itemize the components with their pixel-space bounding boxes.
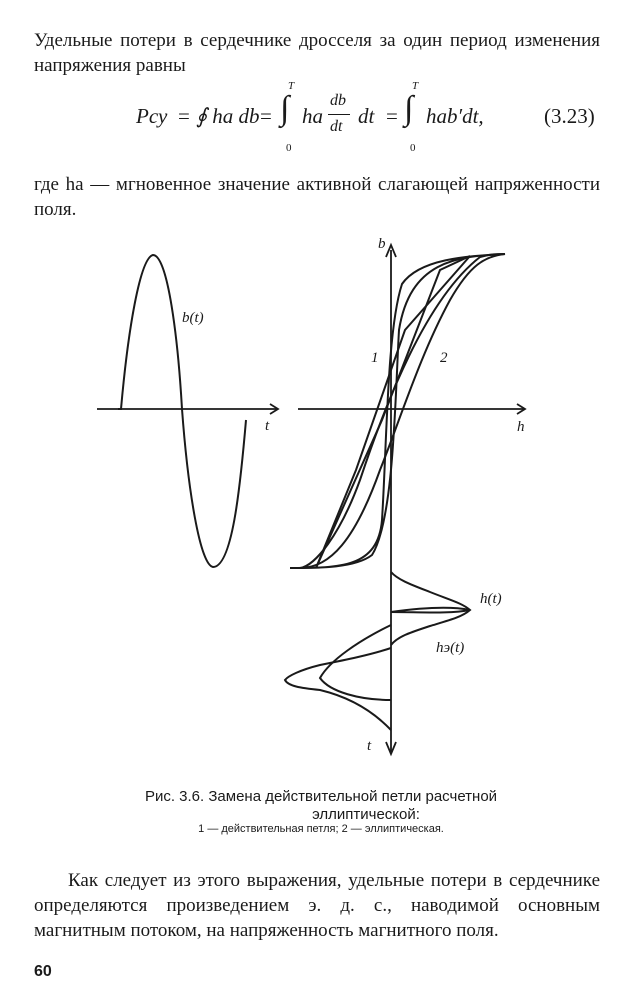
ht-plot [285,572,502,754]
curve-1-label: 1 [371,350,379,366]
bt-curve [118,255,246,567]
equation-term-3: hаb′dt, [426,104,484,128]
integral-upper-1: T [288,80,295,92]
figure-3-6 [0,230,642,760]
integral-sign-2: ∫ [404,90,414,127]
inner-loop-line-b [316,256,470,568]
bt-label: b(t) [182,310,204,326]
integral-lower-1: 0 [286,142,292,154]
page-number: 60 [34,963,52,980]
inner-loop-line-a [316,256,470,568]
equation-number: (3.23) [544,104,595,128]
b-axis-label: b [378,236,386,252]
t-axis-down-label: t [367,738,372,754]
fraction-bar [328,114,350,115]
conclusion-paragraph: Как следует из этого выражения, удельные потери в сердечнике определяются произведением э. д. с., наводимой основным магнитным потоком, на напряженность магнитного поля. [34,870,600,941]
elliptic-loop-curve [300,254,505,568]
bt-plot [97,255,278,567]
caption-line-2: эллиптической: [312,806,420,823]
ht-curve-bottom [285,648,391,730]
definition-paragraph: где hа — мгновенное значение активной слагающей напряженности поля. [34,174,600,220]
equation-3-23 [120,80,600,156]
t-axis-left-label: t [265,418,270,434]
fraction-denominator: dt [330,118,343,135]
actual-loop-curve [290,254,505,568]
ht-label: h(t) [480,591,502,607]
integral-sign-1: ∫ [280,90,290,127]
het-label: hэ(t) [436,640,465,656]
equation-dt: dt [358,104,375,128]
equation-term-2: hа [302,104,323,128]
equation-equals-1: = [178,104,190,128]
integral-upper-2: T [412,80,419,92]
hysteresis-plot [290,236,525,754]
curve-2-label: 2 [440,350,448,366]
equation-term-1: ∮ hа db [196,104,260,128]
integral-lower-2: 0 [410,142,416,154]
fraction-numerator: db [330,92,346,109]
caption-line-1: Рис. 3.6. Замена действительной петли расчетной [144,788,498,805]
equation-equals-2: = [260,104,272,128]
equation-equals-3: = [386,104,398,128]
h-axis-label: h [517,419,525,435]
equation-lhs: Pсу [136,104,168,128]
intro-paragraph: Удельные потери в сердечнике дросселя за один период изменения напряжения равны [34,30,600,76]
caption-legend: 1 — действительная петля; 2 — эллиптическая. [198,823,444,835]
het-curve-top [391,608,470,613]
